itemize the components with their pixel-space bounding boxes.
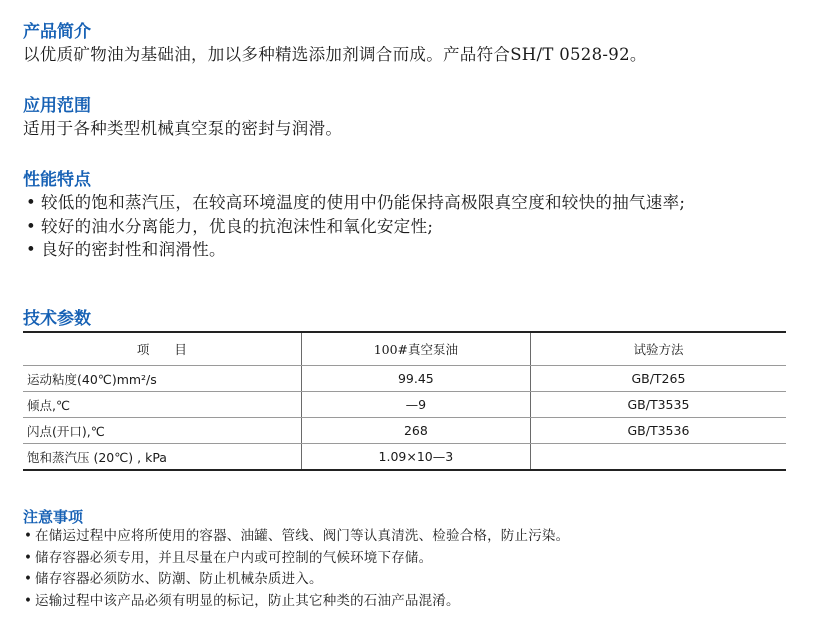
cell-value: —9	[301, 392, 530, 418]
cell-method: GB/T265	[530, 366, 786, 392]
bullet-icon: •	[24, 528, 33, 544]
bullet-icon: •	[26, 216, 37, 236]
cell-method: GB/T3535	[530, 392, 786, 418]
table-header-row	[23, 332, 786, 366]
list-item	[23, 569, 803, 591]
list-item	[23, 215, 793, 239]
feature-text: 良好的密封性和润滑性。	[41, 240, 226, 259]
table-row	[23, 366, 786, 392]
intro-heading: 产品简介	[23, 22, 91, 42]
cell-value: 99.45	[301, 366, 530, 392]
notes-heading: 注意事项	[23, 508, 84, 526]
application-heading: 应用范围	[23, 96, 91, 116]
bullet-icon: •	[24, 592, 33, 609]
note-text: 运输过程中该产品必须有明显的标记，防止其它种类的石油产品混淆。	[35, 592, 460, 609]
table-row	[23, 418, 786, 444]
note-text: 储存容器必须防水、防潮、防止机械杂质进入。	[35, 571, 323, 587]
bullet-icon: •	[26, 240, 37, 259]
cell-value: 1.09×10—3	[301, 444, 530, 471]
table-row	[23, 444, 786, 471]
list-item	[23, 191, 793, 215]
list-item	[23, 526, 803, 548]
cell-method	[530, 444, 786, 471]
bullet-icon: •	[24, 549, 33, 566]
cell-item: 闪点(开口),℃	[23, 418, 301, 444]
cell-value: 268	[301, 418, 530, 444]
column-header-method: 试验方法	[530, 332, 786, 366]
specs-heading: 技术参数	[23, 309, 91, 329]
list-item	[23, 238, 793, 262]
specs-table	[23, 331, 786, 471]
note-text: 在储运过程中应将所使用的容器、油罐、管线、阀门等认真清洗、检验合格，防止污染。	[35, 528, 570, 544]
list-item	[23, 548, 803, 570]
note-text: 储存容器必须专用，并且尽量在户内或可控制的气候环境下存储。	[35, 549, 433, 566]
feature-text: 较好的油水分离能力，优良的抗泡沫性和氧化安定性;	[41, 216, 434, 236]
cell-method: GB/T3536	[530, 418, 786, 444]
bullet-icon: •	[24, 571, 33, 587]
cell-item: 倾点,℃	[23, 392, 301, 418]
cell-item: 饱和蒸汽压 (20℃) , kPa	[23, 444, 301, 471]
column-header-item: 项 目	[23, 332, 301, 366]
feature-text: 较低的饱和蒸汽压，在较高环境温度的使用中仍能保持高极限真空度和较快的抽气速率;	[41, 193, 686, 212]
table-row	[23, 392, 786, 418]
cell-item: 运动粘度(40℃)mm²/s	[23, 366, 301, 392]
notes-list	[23, 526, 803, 612]
column-header-product: 100#真空泵油	[301, 332, 530, 366]
list-item	[23, 591, 803, 613]
features-heading: 性能特点	[23, 170, 91, 190]
bullet-icon: •	[26, 193, 37, 212]
features-list	[23, 191, 793, 262]
intro-text: 以优质矿物油为基础油，加以多种精选添加剂调合而成。产品符合SH/T 0528-92。	[23, 45, 647, 64]
application-text: 适用于各种类型机械真空泵的密封与润滑。	[23, 119, 343, 138]
